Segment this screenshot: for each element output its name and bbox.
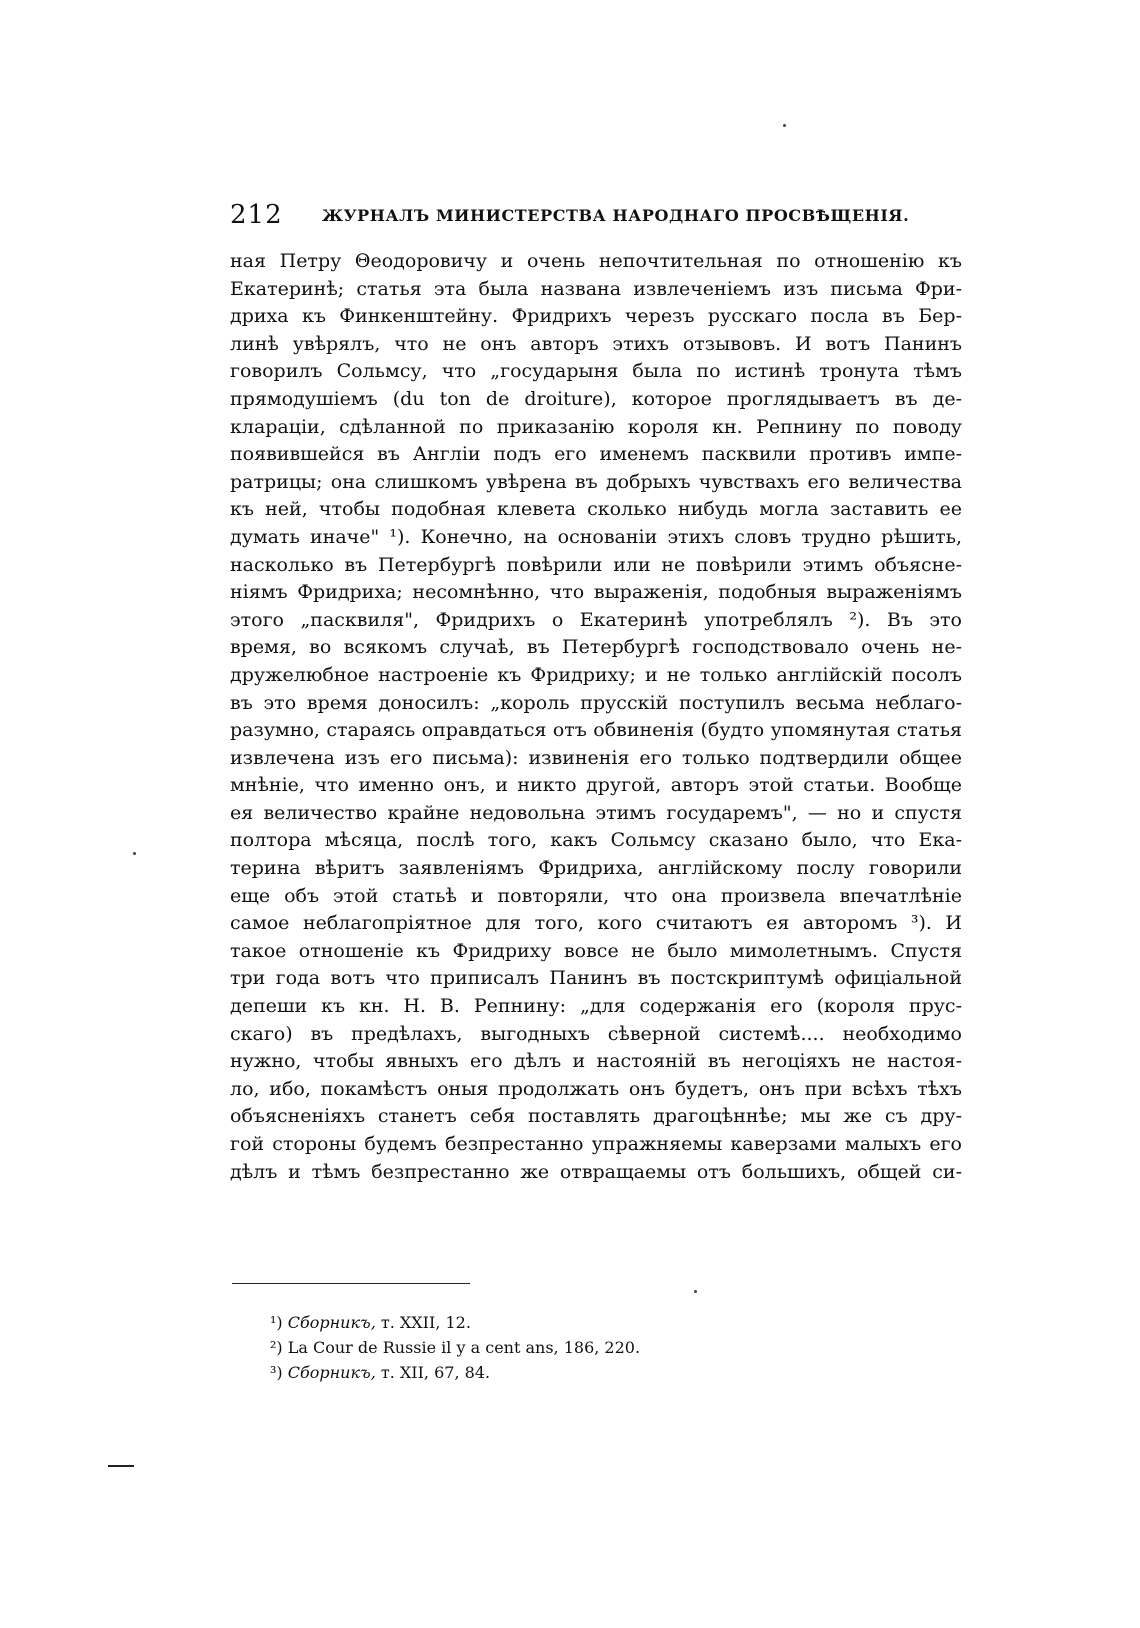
body-line: думать иначе" ¹). Конечно, на основаніи этихъ словъ трудно рѣшить, bbox=[230, 525, 962, 548]
footnote-detail: т. XII, 67, 84. bbox=[380, 1363, 491, 1382]
body-line: депеши къ кн. Н. В. Репнину: „для содержанія его (короля прус- bbox=[230, 995, 962, 1018]
body-line: полтора мѣсяца, послѣ того, какъ Сольмсу сказано было, что Ека- bbox=[230, 829, 962, 852]
body-line: дриха къ Финкенштейну. Фридрихъ черезъ русскаго посла въ Бер- bbox=[230, 305, 962, 328]
body-line: разумно, стараясь оправдаться отъ обвиненія (будто упомянутая статья bbox=[230, 719, 962, 742]
footnote-detail: т. XXII, 12. bbox=[380, 1313, 471, 1332]
body-line: объясненіяхъ станетъ себя поставлять драгоцѣннѣе; мы же съ дру- bbox=[230, 1105, 962, 1128]
body-line: мнѣніе, что именно онъ, и никто другой, авторъ этой статьи. Вообще bbox=[230, 774, 962, 797]
body-line: этого „пасквиля", Фридрихъ о Екатеринѣ употреблялъ ²). Въ это bbox=[230, 608, 962, 631]
body-line: ная Петру Θеодоровичу и очень непочтительная по отношенію къ bbox=[230, 250, 962, 272]
body-line: извлечена изъ его письма): извиненія его только подтвердили общее bbox=[230, 746, 962, 769]
body-line: такое отношеніе къ Фридриху вовсе не было мимолетнымъ. Спустя bbox=[230, 939, 962, 962]
body-line: гой стороны будемъ безпрестанно упражняемы каверзами малыхъ его bbox=[230, 1133, 962, 1155]
body-line: терина вѣритъ заявленіямъ Фридриха, англійскому послу говорили bbox=[230, 857, 962, 880]
footnote-mark: ³) bbox=[270, 1363, 283, 1382]
body-line: клараціи, сдѣланной по приказанію короля кн. Репнину по поводу bbox=[230, 415, 962, 438]
body-line: ея величество крайне недовольна этимъ государемъ", — но и спустя bbox=[230, 801, 962, 824]
body-line: ратрицы; она слишкомъ увѣрена въ добрыхъ чувствахъ его величества bbox=[230, 470, 962, 493]
body-line: насколько въ Петербургѣ повѣрили или не повѣрили этимъ объясне- bbox=[230, 553, 962, 576]
footnote-divider bbox=[232, 1283, 470, 1284]
body-line: въ это время доносилъ: „король прусскій поступилъ весьма неблаго- bbox=[230, 691, 962, 714]
running-title: ЖУРНАЛЪ МИНИСТЕРСТВА НАРОДНАГО ПРОСВѢЩЕНІЯ. bbox=[322, 206, 910, 225]
scan-speck bbox=[783, 124, 786, 127]
body-line: появившейся въ Англіи подъ его именемъ пасквили противъ импе- bbox=[230, 443, 962, 466]
body-line: линѣ увѣрялъ, что не онъ авторъ этихъ отзывовъ. И вотъ Панинъ bbox=[230, 332, 962, 355]
body-line: дружелюбное настроеніе къ Фридриху; и не только англійскій посолъ bbox=[230, 663, 962, 686]
footnote-source: Сборникъ, bbox=[287, 1313, 376, 1332]
body-line: нужно, чтобы явныхъ его дѣлъ и настояній въ негоціяхъ не настоя- bbox=[230, 1050, 962, 1073]
body-line: прямодушіемъ (du ton de droiture), которое проглядываетъ въ де- bbox=[230, 387, 962, 410]
body-line: ло, ибо, покамѣстъ оныя продолжать онъ будетъ, онъ при всѣхъ тѣхъ bbox=[230, 1077, 962, 1100]
body-line: Екатеринѣ; статья эта была названа извлеченіемъ изъ письма Фри- bbox=[230, 277, 962, 300]
footnotes bbox=[270, 1310, 910, 1385]
body-line: время, во всякомъ случаѣ, въ Петербургѣ господствовало очень не- bbox=[230, 636, 962, 659]
scan-speck bbox=[694, 1290, 697, 1293]
footnote-mark: ²) bbox=[270, 1338, 283, 1357]
body-line: дѣлъ и тѣмъ безпрестанно же отвращаемы отъ большихъ, общей си- bbox=[230, 1160, 962, 1183]
footnote-3 bbox=[270, 1360, 910, 1385]
page-header bbox=[230, 200, 962, 234]
body-line: самое неблагопріятное для того, кого считаютъ ея авторомъ ³). И bbox=[230, 912, 962, 935]
footnote-1 bbox=[270, 1310, 910, 1335]
body-line: ніямъ Фридриха; несомнѣнно, что выраженія, подобныя выраженіямъ bbox=[230, 581, 962, 604]
footnote-source: Сборникъ, bbox=[287, 1363, 376, 1382]
body-line: скаго) въ предѣлахъ, выгодныхъ сѣверной системѣ.... необходимо bbox=[230, 1022, 962, 1045]
footnote-mark: ¹) bbox=[270, 1313, 283, 1332]
body-line: три года вотъ что приписалъ Панинъ въ постскриптумѣ офиціальной bbox=[230, 967, 962, 990]
body-line: еще объ этой статьѣ и повторяли, что она произвела впечатлѣніе bbox=[230, 884, 962, 907]
body-text bbox=[230, 248, 962, 1186]
body-line: говорилъ Сольмсу, что „государыня была по истинѣ тронута тѣмъ bbox=[230, 360, 962, 383]
scan-speck bbox=[133, 852, 136, 855]
footnote-2 bbox=[270, 1335, 910, 1360]
body-line: къ ней, чтобы подобная клевета сколько нибудь могла заставить ее bbox=[230, 498, 962, 521]
margin-dash bbox=[108, 1465, 134, 1467]
footnote-detail: La Cour de Russie il y a cent ans, 186, 220. bbox=[287, 1338, 641, 1357]
page-number: 212 bbox=[230, 200, 283, 230]
